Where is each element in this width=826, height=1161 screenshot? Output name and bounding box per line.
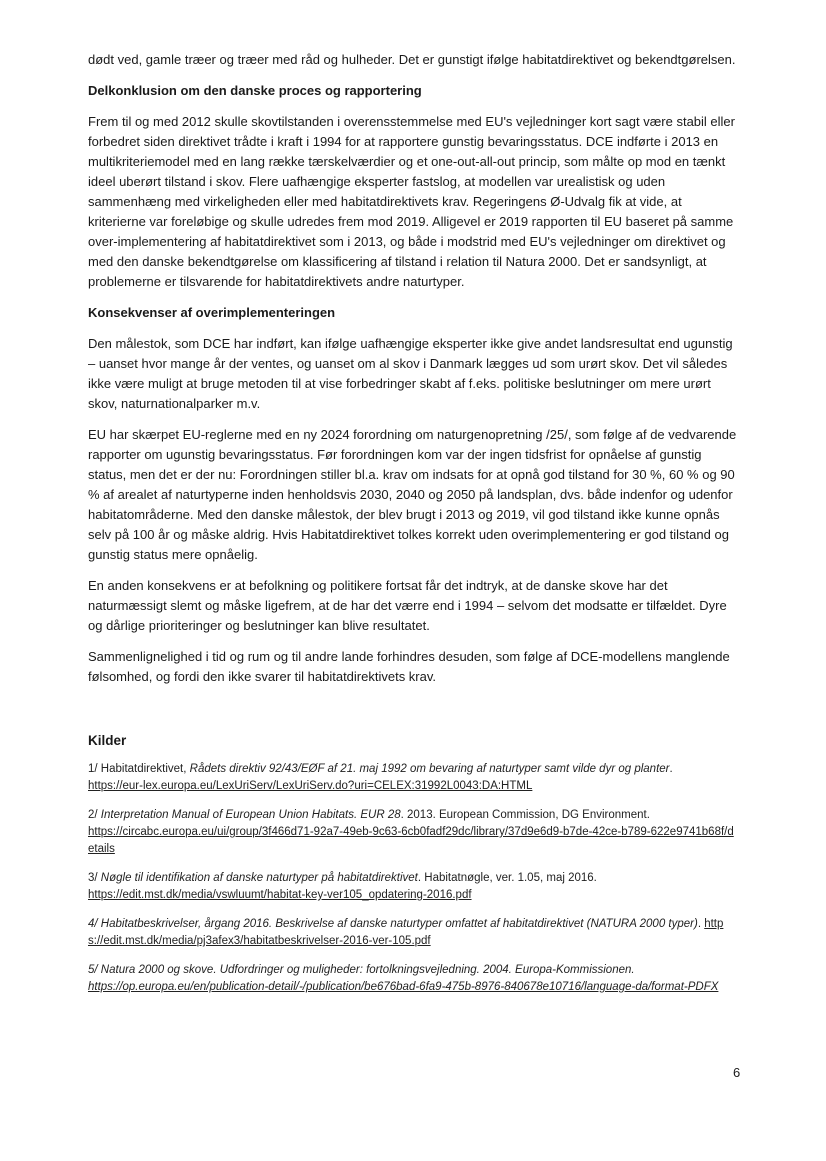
paragraph: EU har skærpet EU-reglerne med en ny 2024 forordning om naturgenopretning /25/, som følge af de vedvarende rapporter om ugunstig bevaringsstatus. Før forordningen kom var der ingen tidsfrist for opnåelse af gunstig status, men det er der nu: Forordningen stiller bl.a. krav om indsats for at opnå god tilstand for 30 %, 60 % og 90 % af arealet af naturtyperne inden henholdsvis 2030, 2040 og 2050 på landsplan, dvs. både indenfor og udenfor habitatområderne. Med den danske målestok, der blev brugt i 2013 og 2019, vil god tilstand ikke kunne opnås selv på 100 år og måske aldrig. Hvis Habitatdirektivet tolkes korrekt uden overimplementering er god tilstand og gunstig status mere opnåelig. (88, 427, 737, 562)
reference-link[interactable]: https://circabc.europa.eu/ui/group/3f466d71-92a7-49eb-9c63-6cb0fadf29dc/library/37d9e6d9-b7de-42ce-b789-622e9741b68f/details (88, 826, 734, 855)
reference-link[interactable]: https://eur-lex.europa.eu/LexUriServ/LexUriServ.do?uri=CELEX:31992L0043:DA:HTML (88, 780, 533, 792)
reference-item: 1/ Habitatdirektivet, Rådets direktiv 92/43/EØF af 21. maj 1992 om bevaring af naturtyper samt vilde dyr og planter. https://eur-lex.europa.eu/LexUriServ/LexUriServ.do?uri=CELEX:31992L0043:DA:HTML (88, 763, 673, 792)
reference-link[interactable]: https://edit.mst.dk/media/pj3afex3/habitatbeskrivelser-2016-ver-105.pdf (88, 918, 724, 947)
document-page (88, 50, 738, 996)
reference-title: 5/ Natura 2000 og skove. Udfordringer og muligheder: fortolkningsvejledning. 2004. Europa-Kommissionen. (88, 964, 635, 976)
section-heading-delkonklusion: Delkonklusion om den danske proces og rapportering (88, 83, 422, 98)
reference-title: Interpretation Manual of European Union Habitats. EUR 28 (100, 809, 401, 821)
reference-item: 2/ Interpretation Manual of European Union Habitats. EUR 28. 2013. European Commission, DG Environment. https://circabc.europa.eu/ui/group/3f466d71-92a7-49eb-9c63-6cb0fadf29dc/library/37d9e6d9-b7de-42ce-b789-622e9741b68f/details (88, 809, 734, 855)
reference-title: 4/ Habitatbeskrivelser, årgang 2016. Beskrivelse af danske naturtyper omfattet af habitatdirektivet (NATURA 2000 typer) (88, 918, 698, 930)
paragraph: Sammenlignelighed i tid og rum og til andre lande forhindres desuden, som følge af DCE-modellens manglende følsomhed, og fordi den ikke svarer til habitatdirektivets krav. (88, 649, 730, 684)
section-heading-konsekvenser: Konsekvenser af overimplementeringen (88, 305, 336, 320)
page-number: 6 (733, 1065, 741, 1080)
reference-item (88, 962, 738, 996)
reference-title: Rådets direktiv 92/43/EØF af 21. maj 1992 om bevaring af naturtyper samt vilde dyr og planter (189, 763, 670, 775)
sources-heading: Kilder (88, 733, 127, 748)
reference-title: Nøgle til identifikation af danske naturtyper på habitatdirektivet (100, 872, 418, 884)
paragraph: Den målestok, som DCE har indført, kan ifølge uafhængige eksperter ikke give andet landsresultat end ugunstig – uanset hvor mange år der ventes, og uanset om al skov i Danmark lægges ud som urørt skov. Det vil således ikke være muligt at bruge metoden til at vise forbedringer skabt af f.eks. politiske beslutninger om mere urørt skov, naturnationalparker m.v. (88, 336, 733, 411)
intro-paragraph: dødt ved, gamle træer og træer med råd og hulheder. Det er gunstigt ifølge habitatdirektivet og bekendtgørelsen. (88, 52, 736, 67)
reference-link[interactable]: https://op.europa.eu/en/publication-detail/-/publication/be676bad-6fa9-475b-8976-840678e10716/language-da/format-PDFX (88, 981, 719, 993)
reference-link[interactable]: https://edit.mst.dk/media/vswluumt/habitat-key-ver105_opdatering-2016.pdf (88, 889, 472, 901)
paragraph: En anden konsekvens er at befolkning og politikere fortsat får det indtryk, at de danske skove har det naturmæssigt slemt og måske ligefrem, at de har det værre end i 1994 – selvom det modsatte er tilfældet. Dyre og dårlige prioriteringer og beslutninger kan blive resultatet. (88, 578, 727, 633)
reference-item: 3/ Nøgle til identifikation af danske naturtyper på habitatdirektivet. Habitatnøgle, ver. 1.05, maj 2016. https://edit.mst.dk/media/vswluumt/habitat-key-ver105_opdatering-2016.pdf (88, 872, 597, 901)
reference-item: 4/ Habitatbeskrivelser, årgang 2016. Beskrivelse af danske naturtyper omfattet af habitatdirektivet (NATURA 2000 typer). https://edit.mst.dk/media/pj3afex3/habitatbeskrivelser-2016-ver-105.pdf (88, 918, 724, 947)
paragraph: Frem til og med 2012 skulle skovtilstanden i overensstemmelse med EU's vejledninger kort sagt være stabil eller forbedret siden direktivet trådte i kraft i 1994 for at rapportere gunstig bevaringsstatus. DCE indførte i 2013 en multikriteriemodel med en lang række tærskelværdier og et one-out-all-out princip, som målte op mod en tænkt ideel uberørt tilstand i skov. Flere uafhængige eksperter fastslog, at modellen var urealistisk og uden sammenhæng med virkeligheden eller med habitatdirektivets krav. Regeringens Ø-Udvalg fik at vide, at kriterierne var foreløbige og skulle udredes frem mod 2019. Alligevel er 2019 rapporten til EU baseret på samme over-implementering af habitatdirektivet som i 2013, og både i modstrid med EU's vejledninger om direktivet og med den danske bekendtgørelse om klassificering af tilstand i relation til Natura 2000. Det er sandsynligt, at problemerne er tilsvarende for habitatdirektivets andre naturtyper. (88, 114, 735, 289)
